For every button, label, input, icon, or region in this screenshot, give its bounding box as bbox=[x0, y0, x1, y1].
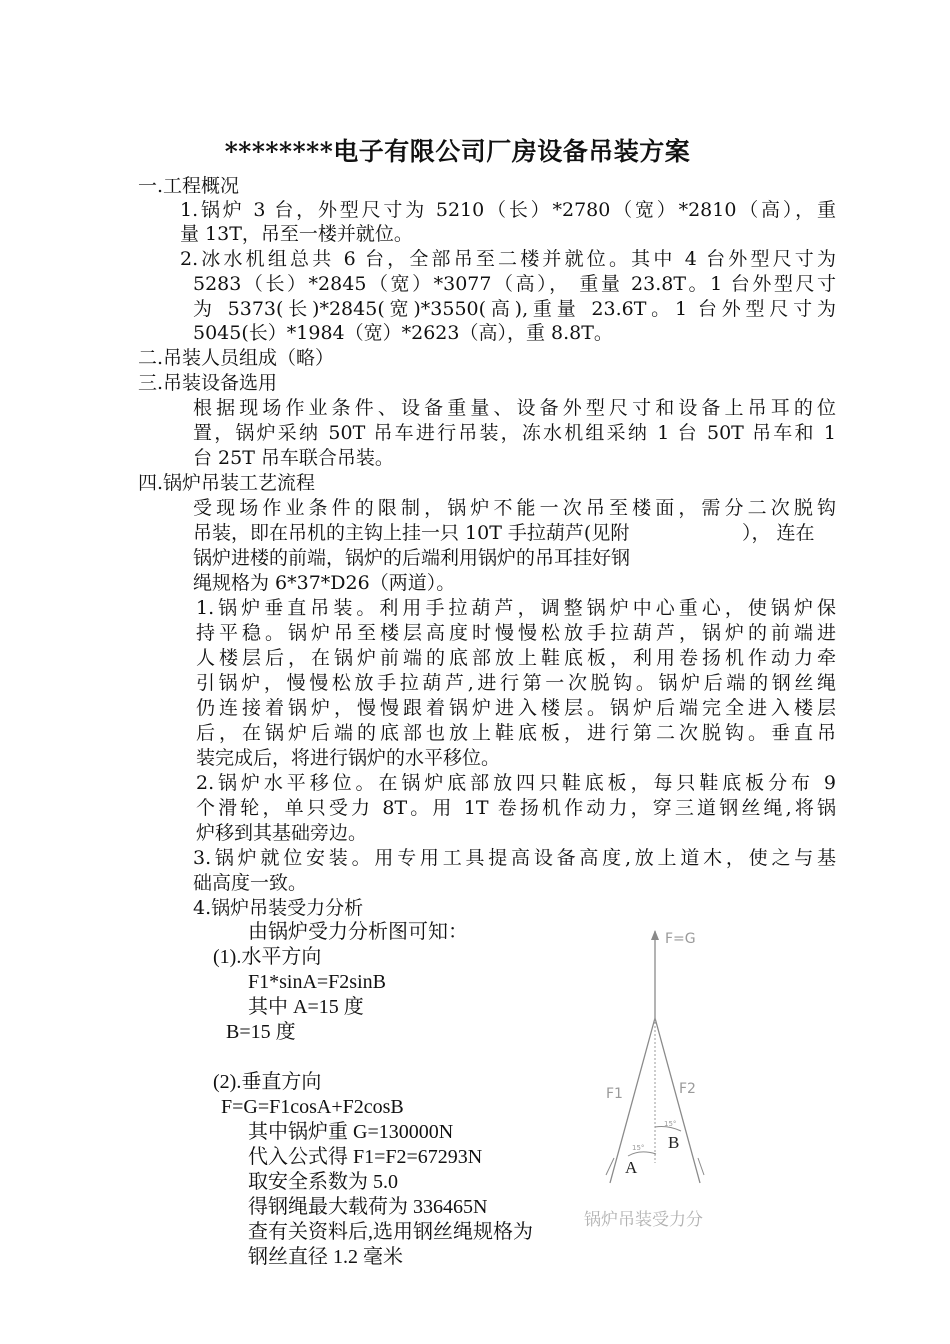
analysis-vertical-heading: (2).垂直方向 bbox=[213, 1071, 322, 1093]
rope-f2-line bbox=[655, 1018, 700, 1183]
section-1-heading: 一.工程概况 bbox=[138, 175, 240, 197]
s4-step1-line5: 仍连接着锅炉，慢慢跟着锅炉进入楼层。锅炉后端完全进入楼层 bbox=[196, 697, 836, 719]
analysis-max-load: 得钢绳最大载荷为 336465N bbox=[248, 1196, 488, 1218]
s1-p1-line1: 1.锅炉 3 台，外型尺寸为 5210（长）*2780（宽）*2810（高），重 bbox=[180, 199, 836, 221]
section-3-heading: 三.吊装设备选用 bbox=[138, 372, 278, 394]
s4-step3-line1: 3.锅炉就位安装。用专用工具提高设备高度,放上道木，使之与基 bbox=[193, 847, 836, 869]
s1-p2-line3: 为 5373(长)*2845(宽)*3550(高),重量 23.6T。1 台外型尺寸为 bbox=[193, 298, 836, 320]
s1-p2-line4: 5045(长）*1984（宽）*2623（高），重 8.8T。 bbox=[193, 322, 613, 344]
analysis-wire-diameter: 钢丝直径 1.2 毫米 bbox=[248, 1246, 403, 1268]
label-f1: F1 bbox=[606, 1086, 623, 1102]
base-right-mark bbox=[698, 1158, 704, 1175]
analysis-horizontal-heading: (1).水平方向 bbox=[213, 946, 322, 968]
analysis-angle-a: 其中 A=15 度 bbox=[248, 996, 364, 1018]
s4-step4-heading: 4.锅炉吊装受力分析 bbox=[193, 897, 364, 919]
angle-a-arc bbox=[628, 1152, 656, 1156]
s4-step2-line1: 2.锅炉水平移位。在锅炉底部放四只鞋底板，每只鞋底板分布 9 bbox=[196, 772, 836, 794]
label-b: B bbox=[668, 1133, 680, 1152]
section-2-heading: 二.吊装人员组成（略） bbox=[138, 347, 335, 369]
analysis-boiler-weight: 其中锅炉重 G=130000N bbox=[248, 1121, 454, 1143]
force-analysis-diagram bbox=[570, 925, 765, 1255]
s3-line3: 台 25T 吊车联合吊装。 bbox=[193, 447, 394, 469]
s3-line1: 根据现场作业条件、设备重量、设备外型尺寸和设备上吊耳的位 bbox=[193, 397, 836, 419]
s4-step1-line7: 装完成后，将进行锅炉的水平移位。 bbox=[196, 747, 501, 769]
s1-p2-line2: 5283（长）*2845（宽）*3077（高）， 重量 23.8T。1 台外型尺寸 bbox=[193, 273, 836, 295]
s4-step1-line6: 后，在锅炉后端的底部也放上鞋底板，进行第二次脱钩。垂直吊 bbox=[196, 722, 836, 744]
s4-step1-line2: 持平稳。锅炉吊至楼层高度时慢慢松放手拉葫芦，锅炉的前端进 bbox=[196, 622, 836, 644]
diagram-caption: 锅炉吊装受力分 bbox=[584, 1210, 703, 1230]
angle-a-value: 15° bbox=[632, 1144, 645, 1152]
analysis-horizontal-equation: F1*sinA=F2sinB bbox=[248, 971, 386, 993]
s3-line2: 置，锅炉采纳 50T 吊车进行吊装，冻水机组采纳 1 台 50T 吊车和 1 bbox=[193, 422, 836, 444]
s4-intro-line1: 受现场作业条件的限制，锅炉不能一次吊至楼面，需分二次脱钩 bbox=[193, 497, 836, 519]
analysis-intro: 由锅炉受力分析图可知： bbox=[248, 921, 468, 943]
s4-intro-line2: 吊装，即在吊机的主钩上挂一只 10T 手拉葫芦(见附 bbox=[193, 522, 630, 544]
arrow-up-icon bbox=[651, 930, 659, 940]
s4-step3-line2: 础高度一致。 bbox=[193, 872, 308, 894]
s4-step2-line2: 个滑轮，单只受力 8T。用 1T 卷扬机作动力，穿三道钢丝绳,将锅 bbox=[196, 797, 836, 819]
label-fg: F=G bbox=[665, 931, 696, 947]
section-4-heading: 四.锅炉吊装工艺流程 bbox=[138, 472, 316, 494]
analysis-safety-factor: 取安全系数为 5.0 bbox=[248, 1171, 398, 1193]
s4-step1-line4: 引锅炉，慢慢松放手拉葫芦,进行第一次脱钩。锅炉后端的钢丝绳 bbox=[196, 672, 836, 694]
s4-step1-line3: 人楼层后，在锅炉前端的底部放上鞋底板，利用卷扬机作动力牵 bbox=[196, 647, 836, 669]
analysis-vertical-equation: F=G=F1cosA+F2cosB bbox=[221, 1096, 404, 1118]
analysis-substitution: 代入公式得 F1=F2=67293N bbox=[248, 1146, 483, 1168]
label-f2: F2 bbox=[679, 1081, 696, 1097]
s1-p1-line2: 量 13T，吊至一楼并就位。 bbox=[180, 223, 413, 245]
s1-p2-line1: 2.冰水机组总共 6 台，全部吊至二楼并就位。其中 4 台外型尺寸为 bbox=[180, 248, 836, 270]
s4-intro-line2-end: ）， 连在 bbox=[742, 522, 815, 544]
s4-step2-line3: 炉移到其基础旁边。 bbox=[196, 822, 368, 844]
label-a: A bbox=[625, 1158, 638, 1177]
analysis-rope-spec: 查有关资料后,选用钢丝绳规格为 bbox=[248, 1221, 533, 1243]
analysis-angle-b: B=15 度 bbox=[226, 1021, 296, 1043]
document-title: ********电子有限公司厂房设备吊装方案 bbox=[224, 137, 691, 166]
s4-intro-line3: 锅炉进楼的前端，锅炉的后端利用锅炉的吊耳挂好钢 bbox=[193, 547, 631, 569]
angle-b-value: 15° bbox=[664, 1120, 677, 1128]
s4-step1-line1: 1.锅炉垂直吊装。利用手拉葫芦，调整锅炉中心重心，使锅炉保 bbox=[196, 597, 836, 619]
s4-intro-line4: 绳规格为 6*37*D26（两道）。 bbox=[193, 572, 456, 594]
